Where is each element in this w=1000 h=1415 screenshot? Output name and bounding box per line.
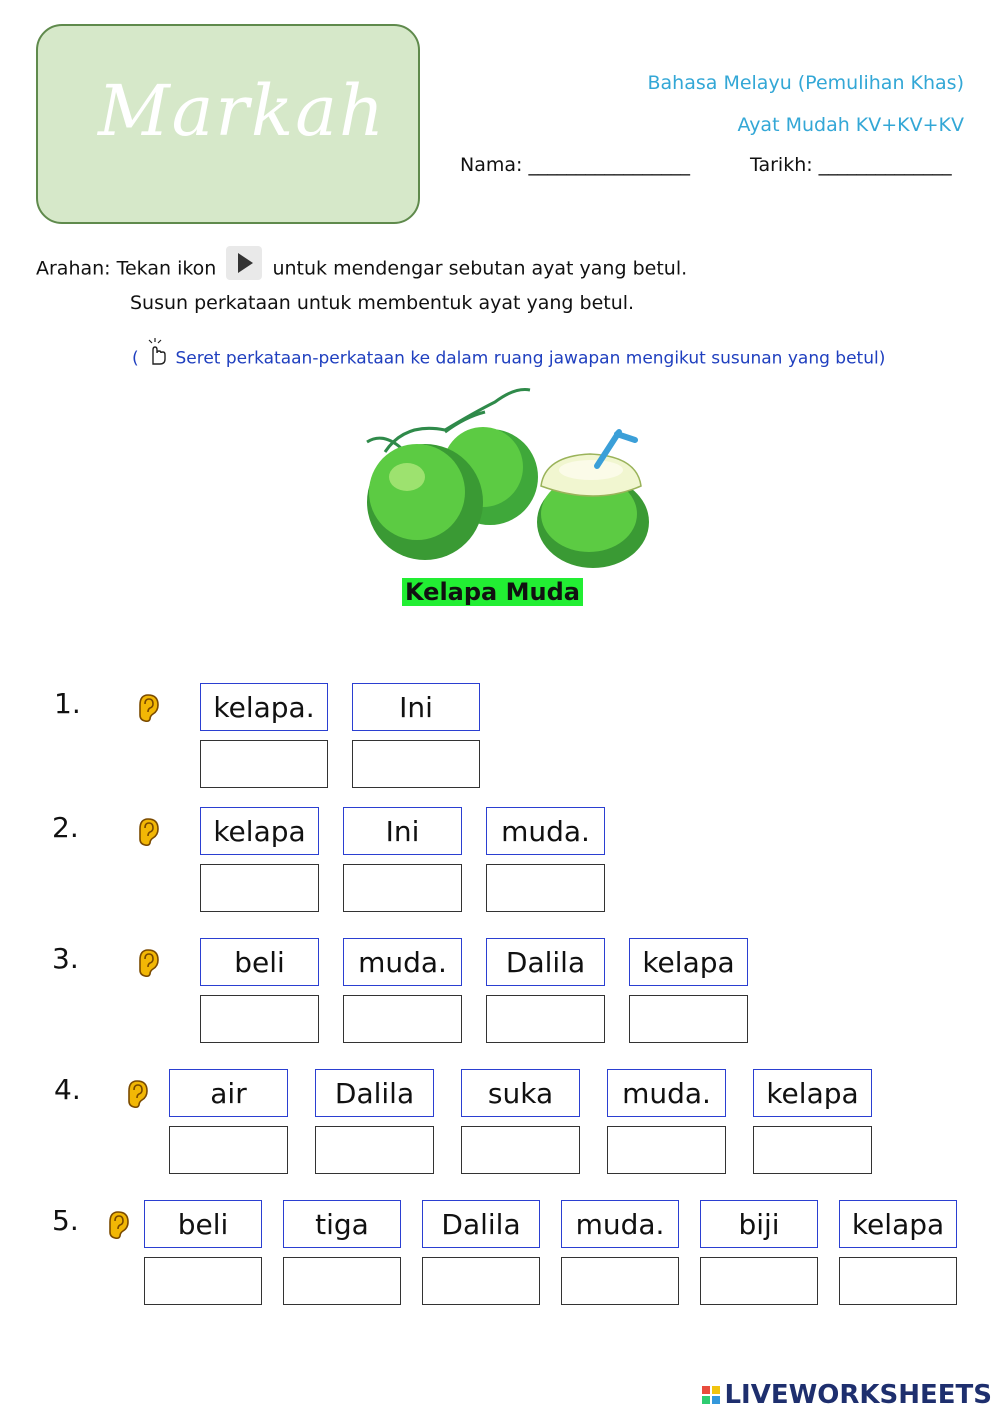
score-box	[36, 24, 420, 224]
answer-slot[interactable]	[200, 995, 319, 1043]
word-tile[interactable]: muda.	[561, 1200, 679, 1248]
word-tile[interactable]: air	[169, 1069, 288, 1117]
answer-slot[interactable]	[839, 1257, 957, 1305]
answer-slot[interactable]	[607, 1126, 726, 1174]
answer-slot[interactable]	[144, 1257, 262, 1305]
instruction-prefix: Arahan: Tekan ikon	[36, 257, 217, 280]
topic-title: Ayat Mudah KV+KV+KV	[737, 114, 964, 136]
ear-audio-icon[interactable]	[136, 817, 160, 851]
word-tile[interactable]: kelapa	[200, 807, 319, 855]
play-icon	[226, 246, 262, 280]
answer-slot[interactable]	[461, 1126, 580, 1174]
answer-slot[interactable]	[352, 740, 480, 788]
instruction-line-1	[36, 252, 687, 286]
word-tile[interactable]: Dalila	[486, 938, 605, 986]
name-field: Nama: _________________	[460, 154, 690, 176]
liveworksheets-brand: LIVEWORKSHEETS	[724, 1380, 992, 1410]
score-label: Markah	[98, 70, 387, 152]
answer-slot[interactable]	[315, 1126, 434, 1174]
question-number: 2.	[52, 811, 79, 844]
answer-slot[interactable]	[561, 1257, 679, 1305]
subject-title: Bahasa Melayu (Pemulihan Khas)	[647, 72, 964, 94]
date-field: Tarikh: ______________	[750, 154, 952, 176]
ear-audio-icon[interactable]	[136, 948, 160, 982]
answer-slot[interactable]	[200, 864, 319, 912]
ear-audio-icon[interactable]	[106, 1210, 130, 1244]
word-tile[interactable]: kelapa	[839, 1200, 957, 1248]
word-tile[interactable]: Ini	[343, 807, 462, 855]
word-tile[interactable]: kelapa.	[200, 683, 328, 731]
ear-audio-icon[interactable]	[136, 693, 160, 727]
question-number: 5.	[52, 1204, 79, 1237]
question-number: 1.	[54, 687, 81, 720]
answer-slot[interactable]	[343, 995, 462, 1043]
instruction-line-1-rest: untuk mendengar sebutan ayat yang betul.	[272, 257, 688, 280]
word-tile[interactable]: muda.	[486, 807, 605, 855]
word-tile[interactable]: Dalila	[422, 1200, 540, 1248]
answer-slot[interactable]	[200, 740, 328, 788]
instruction-paren: (	[132, 348, 139, 369]
answer-slot[interactable]	[422, 1257, 540, 1305]
drag-hand-icon	[144, 338, 170, 371]
word-tile[interactable]: Dalila	[315, 1069, 434, 1117]
word-tile[interactable]: suka	[461, 1069, 580, 1117]
question-number: 3.	[52, 942, 79, 975]
word-tile[interactable]: tiga	[283, 1200, 401, 1248]
instruction-line-3-text: Seret perkataan-perkataan ke dalam ruang jawapan mengikut susunan yang betul)	[175, 348, 886, 369]
word-tile[interactable]: beli	[144, 1200, 262, 1248]
word-tile[interactable]: biji	[700, 1200, 818, 1248]
instruction-line-3	[132, 342, 885, 375]
answer-slot[interactable]	[629, 995, 748, 1043]
answer-slot[interactable]	[343, 864, 462, 912]
question-number: 4.	[54, 1073, 81, 1106]
word-tile[interactable]: beli	[200, 938, 319, 986]
answer-slot[interactable]	[753, 1126, 872, 1174]
answer-slot[interactable]	[283, 1257, 401, 1305]
answer-slot[interactable]	[486, 995, 605, 1043]
word-tile[interactable]: kelapa	[753, 1069, 872, 1117]
answer-slot[interactable]	[486, 864, 605, 912]
word-tile[interactable]: muda.	[343, 938, 462, 986]
liveworksheets-mark-icon	[702, 1386, 720, 1404]
answer-slot[interactable]	[700, 1257, 818, 1305]
ear-audio-icon[interactable]	[125, 1079, 149, 1113]
answer-slot[interactable]	[169, 1126, 288, 1174]
word-tile[interactable]: kelapa	[629, 938, 748, 986]
word-tile[interactable]: muda.	[607, 1069, 726, 1117]
coconut-illustration	[345, 382, 655, 572]
illustration-caption: Kelapa Muda	[402, 578, 583, 606]
instruction-line-2: Susun perkataan untuk membentuk ayat yang betul.	[130, 292, 635, 314]
word-tile[interactable]: Ini	[352, 683, 480, 731]
liveworksheets-logo	[702, 1380, 992, 1410]
